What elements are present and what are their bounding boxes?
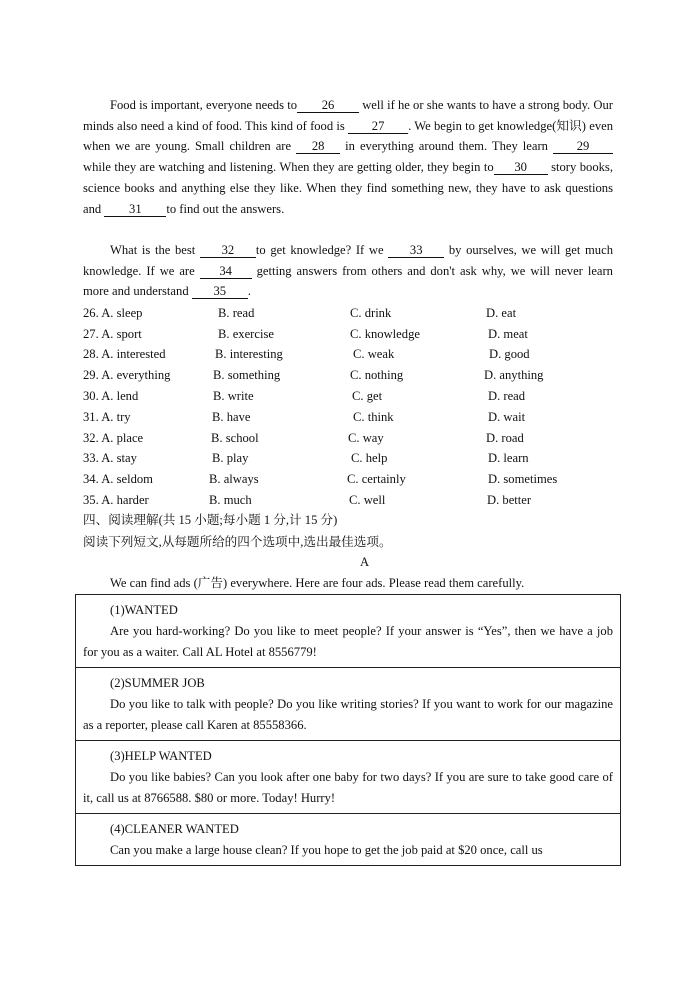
option-c: C. knowledge xyxy=(350,327,420,341)
cloze-paragraph-1 xyxy=(83,95,613,219)
ad-title: (3)HELP WANTED xyxy=(110,749,212,763)
cloze-text: What is the best xyxy=(110,243,200,257)
option-a: 34. A. seldom xyxy=(83,472,153,486)
option-c: C. well xyxy=(349,493,386,507)
blank-31: 31 xyxy=(104,202,166,217)
cloze-paragraph-2 xyxy=(83,240,613,302)
blank-26: 26 xyxy=(297,98,359,113)
option-a: 28. A. interested xyxy=(83,347,166,361)
cloze-text: in everything around them. They learn xyxy=(340,139,553,154)
option-b: B. have xyxy=(212,410,251,424)
passage-intro: We can find ads (广告) everywhere. Here are four ads. Please read them carefully. xyxy=(110,576,525,590)
ad-cell xyxy=(76,668,621,741)
option-c: C. get xyxy=(352,389,383,403)
option-d: D. read xyxy=(488,389,526,403)
option-a: 33. A. stay xyxy=(83,451,137,465)
option-a: 35. A. harder xyxy=(83,493,149,507)
ad-row xyxy=(76,741,621,814)
blank-30: 30 xyxy=(494,160,548,175)
blank-35: 35 xyxy=(192,284,248,299)
option-d: D. eat xyxy=(486,306,517,320)
ad-cell xyxy=(76,741,621,814)
option-c: C. nothing xyxy=(350,368,404,382)
option-d: D. road xyxy=(486,431,524,445)
cloze-text: . xyxy=(247,284,251,299)
option-c: C. way xyxy=(348,431,384,445)
option-a: 27. A. sport xyxy=(83,327,142,341)
cloze-text: story books, science books and anything else they like. When they find something new, they have to ask questions and xyxy=(83,160,613,216)
option-d: D. meat xyxy=(488,327,528,341)
option-b: B. school xyxy=(211,431,259,445)
option-a: 31. A. try xyxy=(83,410,131,424)
blank-32: 32 xyxy=(200,243,256,258)
option-c: C. drink xyxy=(350,306,392,320)
cloze-text: while they are watching and listening. When they are getting older, they begin to xyxy=(83,160,494,175)
cloze-text: Food is important, everyone needs to xyxy=(110,98,297,112)
option-c: C. certainly xyxy=(347,472,406,486)
blank-27: 27 xyxy=(348,119,408,134)
ad-row xyxy=(76,814,621,866)
option-c: C. think xyxy=(353,410,394,424)
option-b: B. write xyxy=(213,389,254,403)
ad-body: Do you like babies? Can you look after one baby for two days? If you are sure to take good care of it, call us at 8766588. $80 or more. Today! Hurry! xyxy=(83,770,613,805)
option-a: 26. A. sleep xyxy=(83,306,143,320)
ad-title: (4)CLEANER WANTED xyxy=(110,822,239,836)
option-d: D. sometimes xyxy=(488,472,558,486)
cloze-text: by ourselves, we will get much knowledge. If we are xyxy=(83,243,613,278)
ad-row xyxy=(76,595,621,668)
blank-28: 28 xyxy=(296,139,340,154)
option-d: D. good xyxy=(489,347,530,361)
option-b: B. something xyxy=(213,368,281,382)
option-c: C. weak xyxy=(353,347,395,361)
ad-title: (2)SUMMER JOB xyxy=(110,676,205,690)
cloze-text: to find out the answers. xyxy=(166,201,285,216)
option-b: B. always xyxy=(209,472,259,486)
ad-cell xyxy=(76,595,621,668)
option-d: D. learn xyxy=(488,451,529,465)
option-d: D. anything xyxy=(484,368,544,382)
ad-body: Do you like to talk with people? Do you like writing stories? If you want to work for our magazine as a reporter, please call Karen at 85558366. xyxy=(83,697,613,732)
option-d: D. better xyxy=(487,493,532,507)
option-a: 30. A. lend xyxy=(83,389,139,403)
blank-29: 29 xyxy=(553,139,613,154)
cloze-text: to get knowledge? If we xyxy=(255,243,389,257)
passage-letter: A xyxy=(360,555,370,569)
option-b: B. play xyxy=(212,451,249,465)
ad-body: Can you make a large house clean? If you hope to get the job paid at $20 once, call us xyxy=(110,843,543,857)
option-b: B. exercise xyxy=(218,327,274,341)
option-a: 32. A. place xyxy=(83,431,144,445)
option-a: 29. A. everything xyxy=(83,368,171,382)
blank-33: 33 xyxy=(388,243,444,258)
ad-cell xyxy=(76,814,621,866)
option-b: B. read xyxy=(218,306,255,320)
cloze-text: well if he or she wants to have a strong body. Our minds also need a kind of food. This kind of food is xyxy=(83,98,613,133)
option-d: D. wait xyxy=(488,410,526,424)
cloze-text: getting answers from others and don't ask why, we will never learn more and understand xyxy=(83,263,613,299)
cloze-text: . We begin to get knowledge(知识) even when we are young. Small children are xyxy=(83,118,613,154)
section-instruction: 阅读下列短文,从每题所给的四个选项中,选出最佳选项。 xyxy=(83,535,392,549)
option-b: B. interesting xyxy=(215,347,283,361)
option-c: C. help xyxy=(351,451,388,465)
ad-title: (1)WANTED xyxy=(110,603,178,617)
ad-body: Are you hard-working? Do you like to meet people? If your answer is “Yes”, then we have a job for you as a waiter. Call AL Hotel at 8556779! xyxy=(83,624,613,659)
section-heading: 四、阅读理解(共 15 小题;每小题 1 分,计 15 分) xyxy=(83,513,338,527)
blank-34: 34 xyxy=(200,264,252,279)
ad-row xyxy=(76,668,621,741)
ads-table xyxy=(75,594,621,866)
option-b: B. much xyxy=(209,493,252,507)
